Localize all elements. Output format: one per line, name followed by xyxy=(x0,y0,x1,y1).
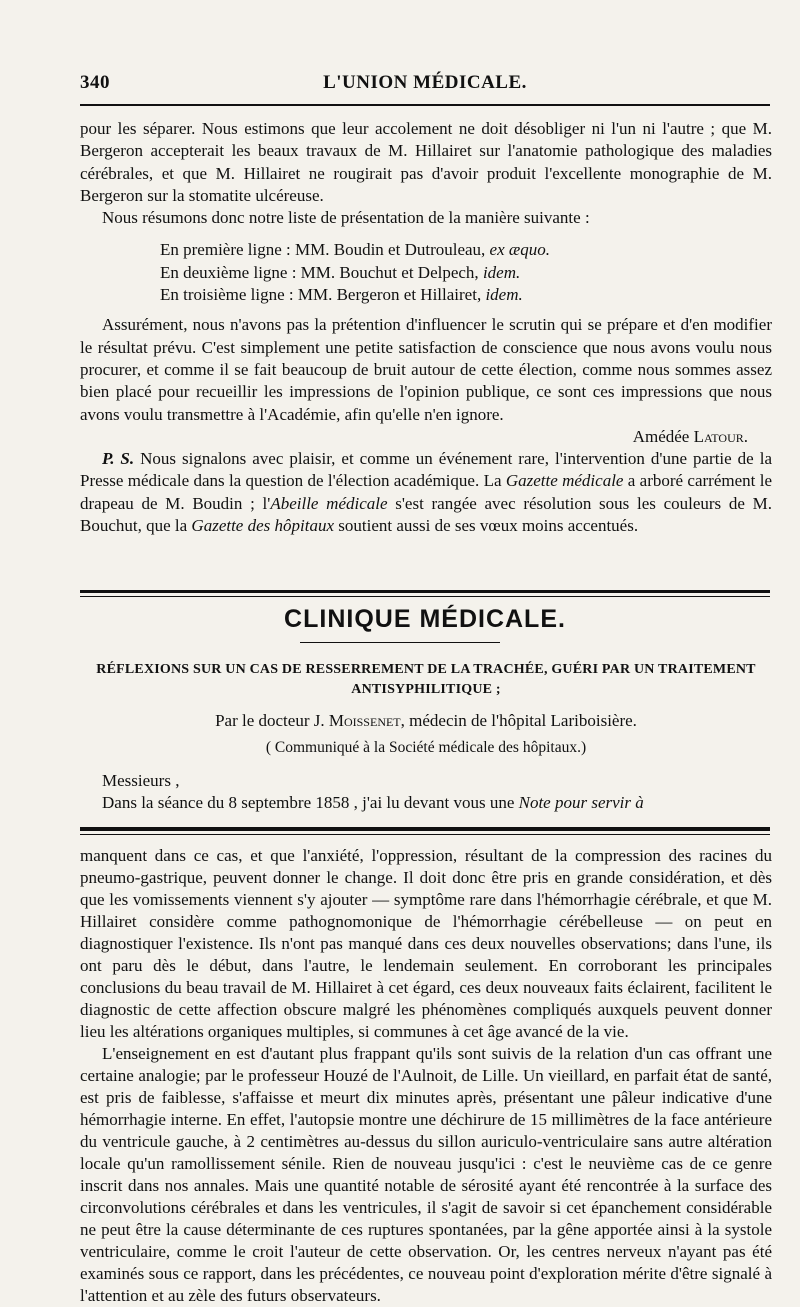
list-item-note: idem. xyxy=(485,285,523,305)
section-title-rule xyxy=(300,642,500,643)
ps-gazette: Gazette médicale xyxy=(505,471,624,491)
list-item-note: ex æquo. xyxy=(489,240,550,260)
header-rule xyxy=(80,104,770,106)
postscript xyxy=(80,448,772,537)
communique-note: ( Communiqué à la Société médicale des hôpitaux.) xyxy=(265,739,587,757)
salutation: Messieurs , xyxy=(102,770,180,790)
page-number: 340 xyxy=(80,72,110,93)
byline-author: Moissenet xyxy=(328,711,401,730)
paragraph: Assurément, nous n'avons pas la prétention d'influencer le scrutin qui se prépare et d'en modifier le résultat prévu. C'est simplement une petite satisfaction de conscience que nous avons voulu nous procurer, et comme il se fait beaucoup de bruit autour de cette élection, comme nous sommes assez bien placé pour recueillir les impressions de l'opinion publique, ce sont ces impressions que nous avons voulu transmettre à l'Académie, afin qu'elle n'en ignore. xyxy=(80,315,772,424)
article-title: RÉFLEXIONS SUR UN CAS DE RESSERREMENT DE LA TRACHÉE, GUÉRI PAR UN TRAITEMENT ANTISYPHILITIQUE ; xyxy=(96,662,756,697)
list-item-label: En troisième ligne : MM. Bergeron et Hillairet, xyxy=(160,285,486,305)
lower-article xyxy=(80,845,772,1307)
top-article xyxy=(80,118,772,537)
ps-hopitaux: Gazette des hôpitaux xyxy=(191,516,335,536)
section-title: CLINIQUE MÉDICALE. xyxy=(284,605,566,633)
signature-last-name: Latour. xyxy=(693,426,748,446)
list-item-label: En première ligne : MM. Boudin et Dutrouleau, xyxy=(160,240,490,260)
opening-text: Dans la séance du 8 septembre 1858 , j'ai lu devant vous une xyxy=(102,792,519,812)
ps-label: P. S. xyxy=(102,449,135,469)
paragraph: manquent dans ce cas, et que l'anxiété, l'oppression, résultant de la compression des racines du pneumo-gastrique, peuvent donner le change. Il doit donc être pris en grande considération, et dès que les vomissements viennent s'y ajouter — symptôme rare dans l'hémorrhagie cérébrale, et que M. Hillairet considère comme pathognomonique de l'hémorrhagie cérébelleuse — on peut en diagnostiquer l'existence. Ils n'ont pas manqué dans ces deux nouvelles observations; dans l'une, ils ont paru dès le début, dans l'autre, le lendemain seulement. En corroborant les principales conclusions du beau travail de M. Hillairet à cet égard, ces deux nouveaux faits éclairent, facilitent le diagnostic de cette affection obscure malgré les phénomènes compliqués auxquels peuvent donner lieu les altérations organiques multiples, si communes à cet âge avancé de la vie. xyxy=(80,846,772,1041)
list-item xyxy=(80,239,772,261)
list-item xyxy=(80,284,772,306)
opening-line xyxy=(80,792,772,814)
lower-rule-thin xyxy=(80,834,770,835)
article-intro xyxy=(80,710,772,814)
list-item-label: En deuxième ligne : MM. Bouchut et Delpech, xyxy=(160,262,483,282)
journal-title: L'UNION MÉDICALE. xyxy=(323,72,527,93)
paragraph: L'enseignement en est d'autant plus frappant qu'ils sont suivis de la relation d'un cas offrant une certaine analogie; par le professeur Houzé de l'Aulnoit, de Lille. Un vieillard, en parfait état de santé, est pris de faiblesse, s'affaisse et meurt dix minutes après, présentant une pâleur indicative d'une hémorrhagie interne. En effet, l'autopsie montre une déchirure de 15 millimètres de la face antérieure du ventricule gauche, à 2 centimètres au-dessus du sillon auriculo-ventriculaire sans autre altération locale qu'un ramollissement sénile. Rien de nouveau jusqu'ici : c'est le neuvième cas de ce genre inscrit dans nos annales. Mais une quantité notable de sérosité ayant été rencontrée à la surface des circonvolutions cérébrales et dans les ventricules, il s'agit de savoir si cet épanchement considérable ne peut être la cause déterminante de ces ruptures spontanées, par la gêne apportée ainsi à la systole ventriculaire, comme le croit l'auteur de cette observation. Or, les centres nerveux n'ayant pas été examinés sous ce rapport, dans les précédentes, ce nouveau point d'exploration mérite d'être signalé à l'attention et au zèle des futurs observateurs. xyxy=(80,1044,772,1305)
paragraph: Nous résumons donc notre liste de présentation de la manière suivante : xyxy=(102,208,590,228)
list-item-note: idem. xyxy=(482,262,521,282)
ps-abeille: Abeille médicale xyxy=(270,493,388,513)
ps-text: a arboré carrément le drapeau de M. Boudin ; l' xyxy=(80,471,772,513)
ps-text: soutient aussi de ses vœux moins accentués. xyxy=(334,516,639,536)
signature-first-name: Amédée xyxy=(632,426,694,446)
lower-rule-thick xyxy=(80,827,770,831)
byline xyxy=(80,710,772,732)
ps-text: Nous signalons avec plaisir, et comme un événement rare, l'intervention d'une partie de la Presse médicale dans la question de l'élection académique. La xyxy=(80,449,772,491)
section-rule-top xyxy=(80,590,770,593)
section-rule-top-thin xyxy=(80,596,770,597)
ps-text: s'est rangée avec résolution sous les couleurs de M. Bouchut, que la xyxy=(80,493,772,536)
list-item xyxy=(80,262,772,284)
byline-text: , médecin de l'hôpital Lariboisière. xyxy=(400,711,637,730)
signature xyxy=(80,426,772,448)
byline-text: Par le docteur J. xyxy=(215,711,329,730)
paragraph: pour les séparer. Nous estimons que leur accolement ne doit désobliger ni l'un ni l'autre ; que M. Bergeron accepterait les beaux travaux de M. Hillairet sur l'anatomie pathologique des maladies cérébrales, et que M. Hillairet ne rougirait pas d'avoir produit l'excellente monographie de M. Bergeron sur la stomatite ulcéreuse. xyxy=(80,119,772,205)
opening-italic: Note pour servir à xyxy=(518,792,644,812)
page-header xyxy=(80,68,770,100)
